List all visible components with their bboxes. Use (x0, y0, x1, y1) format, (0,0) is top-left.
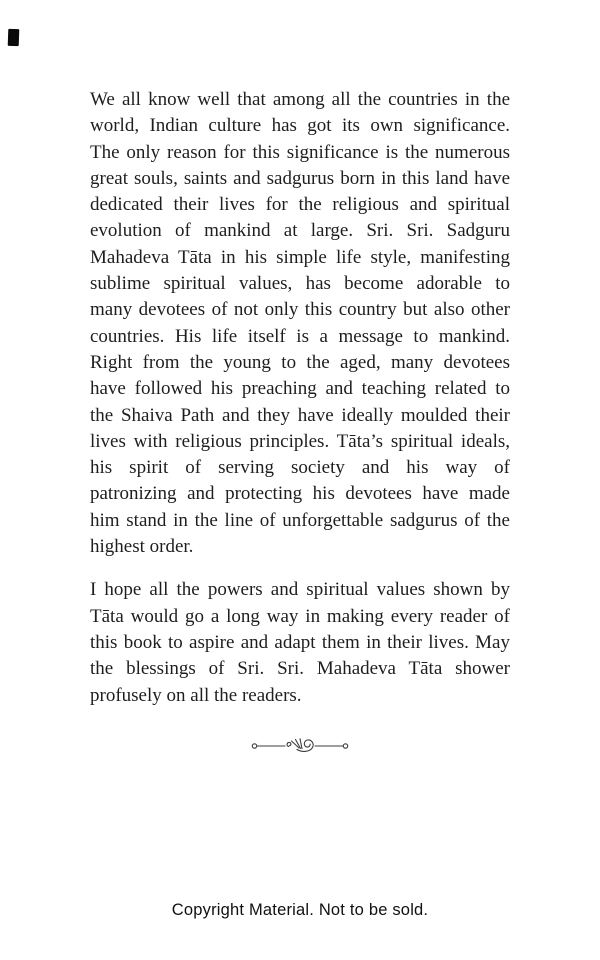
text-line: profusely on all the readers. (90, 684, 302, 706)
section-divider (0, 733, 600, 757)
text-line: many devotees of not only this country but also other (90, 299, 510, 321)
text-line: his spirit of serving society and his way of (90, 457, 510, 479)
text-line: this book to aspire and adapt them in their lives. May (90, 631, 510, 653)
text-line: highest order. (90, 536, 194, 558)
text-line: the Shaiva Path and they have ideally moulded their (90, 404, 510, 426)
text-line: Mahadeva Tāta in his simple life style, manifesting (90, 246, 510, 268)
scan-artifact-mark (8, 29, 20, 46)
footer-copyright-text: Copyright Material. Not to be sold. (171, 901, 429, 919)
text-line: lives with religious principles. Tāta’s spiritual ideals, (90, 430, 510, 452)
text-line: patronizing and protecting his devotees have made (90, 483, 510, 505)
text-line: I hope all the powers and spiritual values shown by (90, 579, 510, 601)
text-line: great souls, saints and sadgurus born in this land have (90, 167, 510, 189)
text-block (90, 87, 510, 726)
text-line: countries. His life itself is a message to mankind. (90, 325, 510, 347)
text-line: world, Indian culture has got its own significance. (90, 115, 510, 137)
text-line: We all know well that among all the countries in the (90, 89, 510, 110)
text-line: Tāta would go a long way in making every reader of (90, 605, 510, 627)
text-line: have followed his preaching and teaching related to (90, 378, 510, 400)
text-line: him stand in the line of unforgettable sadgurus of the (90, 509, 510, 531)
text-line: dedicated their lives for the religious and spiritual (90, 194, 510, 216)
text-line: The only reason for this significance is the numerous (90, 141, 510, 163)
text-line: the blessings of Sri. Sri. Mahadeva Tāta shower (90, 658, 510, 680)
text-line: Right from the young to the aged, many devotees (90, 351, 510, 373)
paragraph (90, 87, 510, 560)
text-line: sublime spiritual values, has become adorable to (90, 273, 510, 295)
paragraph (90, 577, 510, 708)
flourish-divider-icon (250, 733, 350, 757)
text-line: evolution of mankind at large. Sri. Sri. Sadguru (90, 220, 510, 242)
